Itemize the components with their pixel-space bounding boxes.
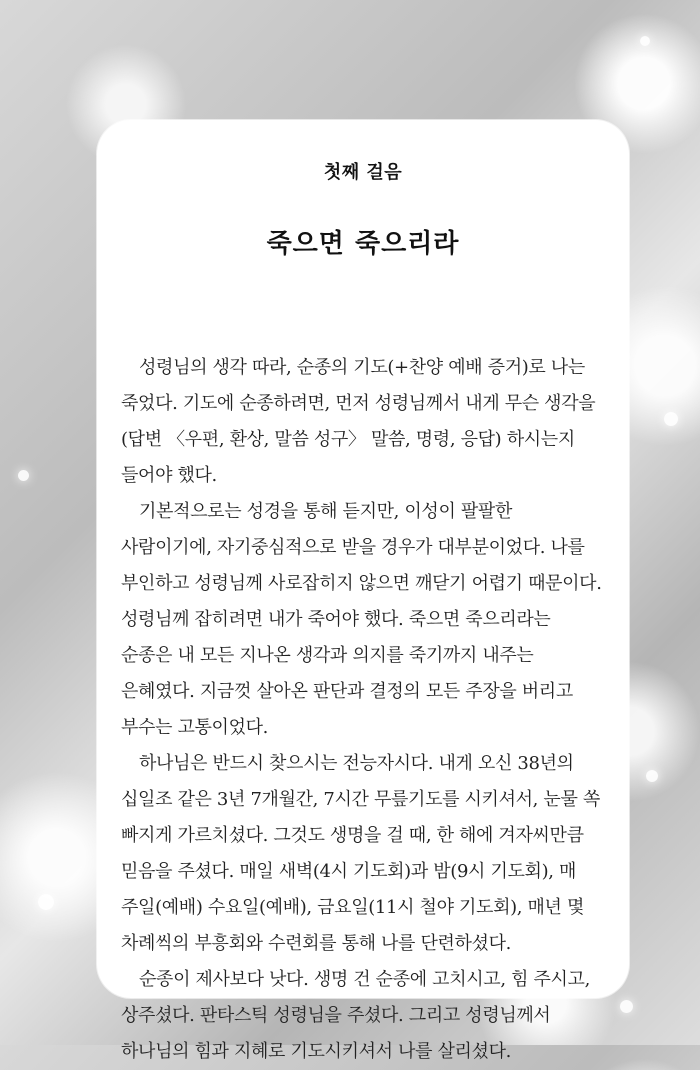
background-sparkle [640, 36, 650, 46]
paragraph-1: 성령님의 생각 따라, 순종의 기도(+찬양 예배 증거)로 나는 죽었다. 기도에 순종하려면, 먼저 성령님께서 내게 무슨 생각을(답변 〈우편, 환상, 말씀 성구〉 말씀, 명령, 응답) 하시는지 들어야 했다. [121, 357, 596, 486]
page-title: 죽으면 죽으리라 [266, 229, 460, 259]
article-body [121, 350, 605, 1070]
background-sparkle [646, 770, 658, 782]
background-sparkle [664, 412, 678, 426]
paragraph-3: 하나님은 반드시 찾으시는 전능자시다. 내게 오신 38년의 십일조 같은 3년 7개월간, 7시간 무릎기도를 시키셔서, 눈물 쏙 빠지게 가르치셨다. 그것도 생명을 걸 때, 한 해에 겨자씨만큼 믿음을 주셨다. 매일 새벽(4시 기도회)과 밤(9시 기도회), 매 주일(예배) 수요일(예배), 금요일(11시 철야 기도회), 매년 몇 차례씩의 부흥회와 수련회를 통해 나를 단련하셨다. [121, 753, 600, 954]
content-card [97, 120, 629, 1062]
background-sparkle [620, 1000, 633, 1013]
paragraph-4: 순종이 제사보다 낫다. 생명 건 순종에 고치시고, 힘 주시고, 상주셨다. 판타스틱 성령님을 주셨다. 그리고 성령님께서 하나님의 힘과 지혜로 기도시키셔서 나를 살리셨다. [121, 969, 590, 1062]
background-sparkle [38, 894, 54, 910]
background-sparkle [18, 470, 29, 481]
section-title: 첫째 걸음 [323, 162, 403, 183]
paragraph-2: 기본적으로는 성경을 통해 듣지만, 이성이 팔팔한 사람이기에, 자기중심적으로 받을 경우가 대부분이었다. 나를 부인하고 성령님께 사로잡히지 않으면 깨닫기 어렵기 때문이다. 성령님께 잡히려면 내가 죽어야 했다. 죽으면 죽으리라는 순종은 내 모든 지나온 생각과 의지를 죽기까지 내주는 은혜였다. 지금껏 살아온 판단과 결정의 모든 주장을 버리고 부수는 고통이었다. [121, 501, 602, 738]
